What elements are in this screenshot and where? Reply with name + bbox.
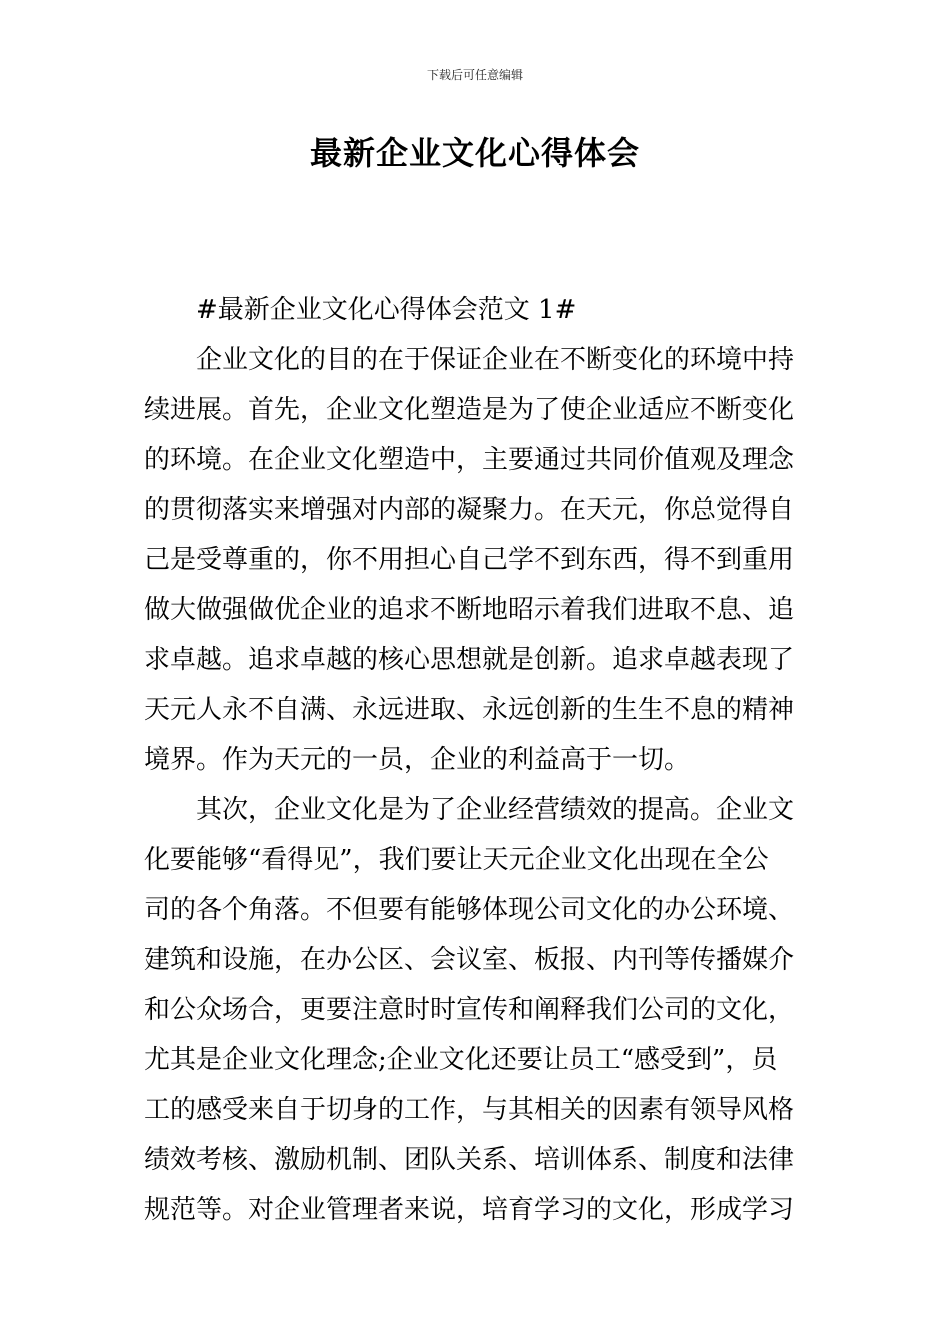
paragraph-line: 天元人永不自满、永远进取、永远创新的生生不息的精神 (144, 695, 795, 725)
paragraph-line: 的贯彻落实来增强对内部的凝聚力。在天元，你总觉得自 (144, 495, 795, 525)
section-heading: #最新企业文化心得体会范文 1# (196, 295, 577, 325)
paragraph-line: 司的各个角落。不但要有能够体现公司文化的办公环境、 (144, 895, 795, 925)
paragraph-line: 规范等。对企业管理者来说，培育学习的文化，形成学习 (144, 1195, 795, 1225)
paragraph-line: 其次，企业文化是为了企业经营绩效的提高。企业文 (196, 795, 795, 825)
paragraph-line: 续进展。首先，企业文化塑造是为了使企业适应不断变化 (144, 395, 795, 425)
paragraph-1 (144, 335, 808, 785)
paragraph-line: 尤其是企业文化理念;企业文化还要让员工“感受到”，员 (144, 1045, 778, 1075)
paragraph-line: 绩效考核、激励机制、团队关系、培训体系、制度和法律 (144, 1145, 795, 1175)
paragraph-line: 建筑和设施，在办公区、会议室、板报、内刊等传播媒介 (144, 945, 795, 975)
paragraph-line: 工的感受来自于切身的工作，与其相关的因素有领导风格 (144, 1095, 795, 1125)
paragraph-2 (144, 785, 808, 1235)
paragraph-line: 做大做强做优企业的追求不断地昭示着我们进取不息、追 (144, 595, 795, 625)
paragraph-line: 的环境。在企业文化塑造中，主要通过共同价值观及理念 (144, 445, 795, 475)
paragraph-line: 求卓越。追求卓越的核心思想就是创新。追求卓越表现了 (144, 645, 795, 675)
paragraph-line: 己是受尊重的，你不用担心自己学不到东西，得不到重用 (144, 545, 795, 575)
paragraph-line: 企业文化的目的在于保证企业在不断变化的环境中持 (196, 345, 795, 375)
paragraph-line: 境界。作为天元的一员，企业的利益高于一切。 (144, 745, 691, 775)
paragraph-line: 和公众场合，更要注意时时宣传和阐释我们公司的文化， (144, 995, 795, 1025)
document-title: 最新企业文化心得体会 (309, 134, 640, 172)
header-note: 下载后可任意编辑 (426, 68, 523, 82)
document-body (144, 285, 808, 1235)
paragraph-line: 化要能够“看得见”，我们要让天元企业文化出现在全公 (144, 845, 769, 875)
